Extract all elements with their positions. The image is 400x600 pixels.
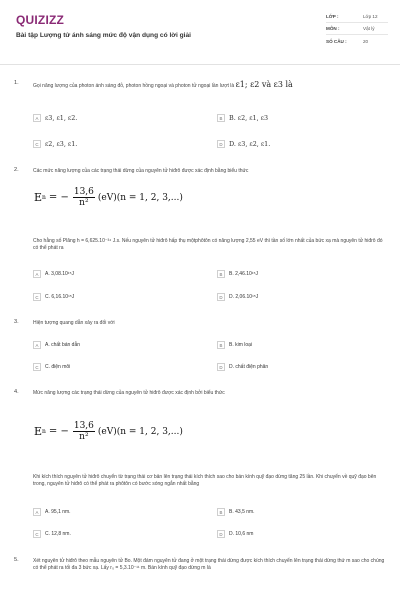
question-number: 3. [14, 319, 19, 325]
option-text: C. 12,8 nm. [45, 531, 71, 537]
option-letter: B [217, 270, 225, 278]
formula-sub: n [42, 194, 46, 201]
page-title: Bài tập Lượng tử ánh sáng mức độ vận dụng có lời giải [16, 32, 192, 39]
question-text-main: Gọi năng lượng của photon ánh sáng đỏ, photon hồng ngoại và photon tử ngoại lần lượt là [33, 83, 235, 89]
option-c[interactable] [33, 139, 201, 149]
option-letter: B [217, 508, 225, 516]
option-letter: B [217, 114, 225, 122]
meta-key: SỐ CÂU : [326, 38, 347, 44]
formula-denominator: n² [79, 198, 89, 208]
option-d[interactable] [217, 529, 385, 539]
formula-fraction [73, 421, 95, 442]
question-text: Mức năng lượng các trạng thái dừng của nguyên tử hiđrô được xác định bởi biểu thức [33, 390, 225, 396]
question-number: 5. [14, 557, 19, 563]
meta-key: LỚP : [326, 14, 339, 19]
option-letter: C [33, 293, 41, 301]
question-number: 2. [14, 167, 19, 173]
option-text: B. kim loại [229, 342, 253, 348]
meta-value: 20 [363, 38, 369, 44]
question-text-math: ε1; ε2 và ε3 là [235, 80, 293, 89]
option-letter: A [33, 341, 41, 349]
question-text-2: Khi kích thích nguyên tử hiđrô chuyển từ trạng thái cơ bản lên trạng thái kích thích sao cho bán kính quỹ đạo dừng tăng 25 lần. Khi chuyển về quỹ đạo bên trong, nguyên tử hiđrô có thể phát ra phôtôn có bước sóng ngắn nhất bằng [33, 474, 377, 487]
option-c[interactable] [33, 529, 201, 539]
option-a[interactable] [33, 340, 201, 350]
option-letter: C [33, 530, 41, 538]
option-text: A. chất bán dẫn [45, 342, 81, 348]
formula-numerator: 13,6 [73, 187, 94, 197]
option-d[interactable] [217, 139, 385, 149]
option-text: D. 2,06.10¹⁵J [229, 294, 259, 300]
option-letter: A [33, 508, 41, 516]
option-text: A. 95,1 nm. [45, 509, 71, 515]
formula-lhs: E [34, 425, 43, 438]
option-d[interactable] [217, 362, 385, 372]
option-c[interactable] [33, 362, 201, 372]
option-text: ε2, ε3, ε1. [45, 140, 78, 148]
meta-table [326, 11, 388, 47]
option-text: D. ε3, ε2, ε1. [229, 140, 271, 148]
formula-lhs: E [34, 191, 43, 204]
option-b[interactable] [217, 269, 385, 279]
option-a[interactable] [33, 507, 201, 517]
option-text: ε3, ε1, ε2. [45, 114, 78, 122]
option-letter: C [33, 140, 41, 148]
option-text: B. 2,46.10¹⁵J [229, 271, 259, 277]
option-text: A. 3,08.10¹⁵J [45, 271, 75, 277]
formula-fraction [73, 187, 95, 208]
formula-denominator: n² [79, 432, 89, 442]
question-text: Hiện tượng quang dẫn xảy ra đối với [33, 320, 115, 326]
option-text: C. 6,16.10¹⁵J [45, 294, 75, 300]
option-text: C. điện môi [45, 364, 71, 370]
formula-rest: (eV)(n = 1, 2, 3,...) [97, 426, 183, 437]
option-d[interactable] [217, 292, 385, 302]
option-text: B. 43,5 nm. [229, 509, 255, 515]
formula-sub: n [42, 428, 46, 435]
meta-row-subject [326, 23, 388, 35]
option-letter: C [33, 363, 41, 371]
option-letter: D [217, 363, 225, 371]
energy-formula [34, 187, 183, 208]
header-divider [0, 64, 400, 65]
quizizz-logo: QUIZIZZ [16, 13, 65, 27]
question-text: Các mức năng lượng của các trạng thái dừng của nguyên tử hiđrô được xác định bằng biểu thức [33, 168, 249, 174]
question-number: 4. [14, 389, 19, 395]
formula-minus: = − [48, 192, 69, 203]
option-letter: A [33, 270, 41, 278]
page-header [0, 0, 400, 66]
option-letter: D [217, 530, 225, 538]
formula-rest: (eV)(n = 1, 2, 3,...) [97, 192, 183, 203]
option-b[interactable] [217, 113, 385, 123]
option-a[interactable] [33, 269, 201, 279]
option-text: D. 10,6 nm [229, 531, 254, 537]
option-letter: A [33, 114, 41, 122]
meta-key: MÔN : [326, 26, 340, 31]
meta-value: Lớp 12 [363, 14, 378, 19]
energy-formula [34, 421, 183, 442]
formula-numerator: 13,6 [73, 421, 94, 431]
meta-row-count [326, 35, 388, 47]
option-a[interactable] [33, 113, 201, 123]
formula-minus: = − [48, 426, 69, 437]
question-text: Xét nguyên tử hiđrô theo mẫu nguyên tử Bo. Một đám nguyên tử đang ở một trạng thái dừng được kích thích chuyển lên trạng thái dừng thứ m sao cho chúng có thể phát ra tối đa 3 bức xạ. Lấy r₀ = 5,3.10⁻¹¹ m. Bán kính quỹ đạo dừng m là [33, 558, 385, 571]
option-b[interactable] [217, 507, 385, 517]
option-text: D. chất điện phân [229, 364, 269, 370]
question-number: 1. [14, 80, 19, 86]
option-text: B. ε2, ε1, ε3 [229, 114, 269, 122]
option-letter: D [217, 140, 225, 148]
meta-value: Vật lý [363, 26, 375, 31]
question-text [33, 81, 388, 90]
option-letter: B [217, 341, 225, 349]
option-b[interactable] [217, 340, 385, 350]
question-text-2: Cho hằng số Plăng h = 6,625.10⁻³⁴ J.s. Nếu nguyên tử hiđrô hấp thụ mộtphôtôn có năng lượng 2,55 eV thì tần số lớn nhất của bức xạ mà nguyên tử hiđrô đó có thể phát ra [33, 238, 383, 251]
meta-row-class [326, 11, 388, 23]
option-letter: D [217, 293, 225, 301]
option-c[interactable] [33, 292, 201, 302]
